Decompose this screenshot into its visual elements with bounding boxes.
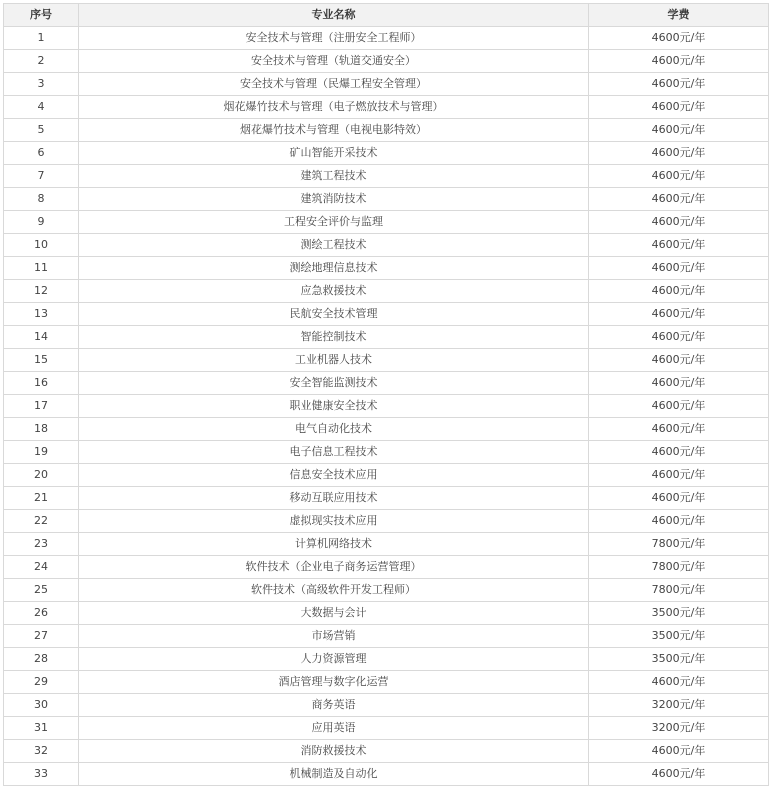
table-row (4, 50, 769, 73)
cell-index: 27 (4, 625, 79, 648)
cell-index: 16 (4, 372, 79, 395)
cell-major-name: 软件技术（企业电子商务运营管理） (79, 556, 589, 579)
cell-major-name: 大数据与会计 (79, 602, 589, 625)
cell-tuition: 4600元/年 (589, 326, 769, 349)
cell-major-name: 安全技术与管理（轨道交通安全） (79, 50, 589, 73)
cell-major-name: 建筑工程技术 (79, 165, 589, 188)
cell-tuition: 4600元/年 (589, 372, 769, 395)
table-row (4, 740, 769, 763)
cell-tuition: 4600元/年 (589, 303, 769, 326)
cell-index: 6 (4, 142, 79, 165)
cell-major-name: 信息安全技术应用 (79, 464, 589, 487)
table-header-row (4, 4, 769, 27)
cell-index: 8 (4, 188, 79, 211)
cell-index: 19 (4, 441, 79, 464)
cell-tuition: 3200元/年 (589, 694, 769, 717)
cell-index: 9 (4, 211, 79, 234)
cell-tuition: 4600元/年 (589, 211, 769, 234)
table-row (4, 27, 769, 50)
cell-major-name: 矿山智能开采技术 (79, 142, 589, 165)
table-row (4, 441, 769, 464)
header-index: 序号 (4, 4, 79, 27)
cell-major-name: 智能控制技术 (79, 326, 589, 349)
cell-tuition: 3500元/年 (589, 648, 769, 671)
cell-major-name: 应用英语 (79, 717, 589, 740)
table-row (4, 211, 769, 234)
cell-tuition: 4600元/年 (589, 234, 769, 257)
table-row (4, 763, 769, 786)
cell-major-name: 工程安全评价与监理 (79, 211, 589, 234)
cell-major-name: 计算机网络技术 (79, 533, 589, 556)
header-major-name: 专业名称 (79, 4, 589, 27)
table-row (4, 625, 769, 648)
table-row (4, 602, 769, 625)
cell-index: 14 (4, 326, 79, 349)
cell-tuition: 3200元/年 (589, 717, 769, 740)
cell-major-name: 虚拟现实技术应用 (79, 510, 589, 533)
cell-tuition: 4600元/年 (589, 27, 769, 50)
table-row (4, 418, 769, 441)
table-row (4, 280, 769, 303)
cell-major-name: 测绘地理信息技术 (79, 257, 589, 280)
cell-major-name: 职业健康安全技术 (79, 395, 589, 418)
cell-major-name: 电气自动化技术 (79, 418, 589, 441)
table-row (4, 96, 769, 119)
cell-major-name: 机械制造及自动化 (79, 763, 589, 786)
cell-index: 5 (4, 119, 79, 142)
cell-index: 20 (4, 464, 79, 487)
table-row (4, 188, 769, 211)
cell-major-name: 民航安全技术管理 (79, 303, 589, 326)
cell-index: 28 (4, 648, 79, 671)
cell-index: 18 (4, 418, 79, 441)
cell-index: 3 (4, 73, 79, 96)
cell-major-name: 工业机器人技术 (79, 349, 589, 372)
header-tuition: 学费 (589, 4, 769, 27)
cell-major-name: 测绘工程技术 (79, 234, 589, 257)
cell-index: 10 (4, 234, 79, 257)
cell-tuition: 4600元/年 (589, 763, 769, 786)
cell-index: 31 (4, 717, 79, 740)
cell-index: 33 (4, 763, 79, 786)
table-row (4, 257, 769, 280)
table-row (4, 579, 769, 602)
table-row (4, 73, 769, 96)
cell-index: 24 (4, 556, 79, 579)
cell-index: 32 (4, 740, 79, 763)
table-row (4, 648, 769, 671)
cell-index: 25 (4, 579, 79, 602)
cell-tuition: 4600元/年 (589, 510, 769, 533)
cell-tuition: 4600元/年 (589, 395, 769, 418)
cell-major-name: 电子信息工程技术 (79, 441, 589, 464)
cell-tuition: 4600元/年 (589, 349, 769, 372)
cell-index: 11 (4, 257, 79, 280)
table-row (4, 556, 769, 579)
table-row (4, 533, 769, 556)
table-row (4, 717, 769, 740)
cell-index: 22 (4, 510, 79, 533)
cell-index: 29 (4, 671, 79, 694)
cell-tuition: 7800元/年 (589, 579, 769, 602)
cell-tuition: 7800元/年 (589, 556, 769, 579)
cell-index: 4 (4, 96, 79, 119)
table-row (4, 395, 769, 418)
table-row (4, 165, 769, 188)
cell-major-name: 消防救援技术 (79, 740, 589, 763)
cell-major-name: 安全智能监测技术 (79, 372, 589, 395)
cell-tuition: 7800元/年 (589, 533, 769, 556)
cell-major-name: 酒店管理与数字化运营 (79, 671, 589, 694)
cell-major-name: 软件技术（高级软件开发工程师） (79, 579, 589, 602)
table-row (4, 510, 769, 533)
cell-index: 15 (4, 349, 79, 372)
cell-tuition: 4600元/年 (589, 188, 769, 211)
cell-tuition: 4600元/年 (589, 671, 769, 694)
cell-major-name: 安全技术与管理（民爆工程安全管理） (79, 73, 589, 96)
cell-tuition: 4600元/年 (589, 257, 769, 280)
table-row (4, 487, 769, 510)
cell-tuition: 4600元/年 (589, 50, 769, 73)
table-row (4, 326, 769, 349)
cell-tuition: 4600元/年 (589, 740, 769, 763)
cell-index: 2 (4, 50, 79, 73)
cell-tuition: 4600元/年 (589, 280, 769, 303)
cell-index: 13 (4, 303, 79, 326)
cell-tuition: 4600元/年 (589, 165, 769, 188)
cell-tuition: 4600元/年 (589, 464, 769, 487)
tuition-table-container (3, 3, 768, 786)
cell-index: 1 (4, 27, 79, 50)
table-row (4, 671, 769, 694)
table-row (4, 303, 769, 326)
cell-tuition: 4600元/年 (589, 142, 769, 165)
table-row (4, 372, 769, 395)
cell-major-name: 市场营销 (79, 625, 589, 648)
table-body (4, 27, 769, 786)
cell-tuition: 4600元/年 (589, 487, 769, 510)
table-row (4, 694, 769, 717)
table-row (4, 349, 769, 372)
cell-major-name: 商务英语 (79, 694, 589, 717)
cell-index: 17 (4, 395, 79, 418)
cell-major-name: 烟花爆竹技术与管理（电视电影特效） (79, 119, 589, 142)
cell-tuition: 3500元/年 (589, 625, 769, 648)
cell-tuition: 4600元/年 (589, 73, 769, 96)
cell-tuition: 4600元/年 (589, 96, 769, 119)
cell-index: 21 (4, 487, 79, 510)
cell-index: 23 (4, 533, 79, 556)
table-row (4, 142, 769, 165)
table-row (4, 234, 769, 257)
cell-index: 7 (4, 165, 79, 188)
table-row (4, 119, 769, 142)
cell-index: 30 (4, 694, 79, 717)
table-row (4, 464, 769, 487)
cell-major-name: 应急救援技术 (79, 280, 589, 303)
cell-major-name: 烟花爆竹技术与管理（电子燃放技术与管理） (79, 96, 589, 119)
tuition-table (3, 3, 769, 786)
cell-major-name: 安全技术与管理（注册安全工程师） (79, 27, 589, 50)
cell-major-name: 建筑消防技术 (79, 188, 589, 211)
cell-index: 12 (4, 280, 79, 303)
cell-tuition: 4600元/年 (589, 119, 769, 142)
cell-tuition: 4600元/年 (589, 418, 769, 441)
cell-index: 26 (4, 602, 79, 625)
cell-tuition: 4600元/年 (589, 441, 769, 464)
cell-major-name: 人力资源管理 (79, 648, 589, 671)
cell-tuition: 3500元/年 (589, 602, 769, 625)
cell-major-name: 移动互联应用技术 (79, 487, 589, 510)
